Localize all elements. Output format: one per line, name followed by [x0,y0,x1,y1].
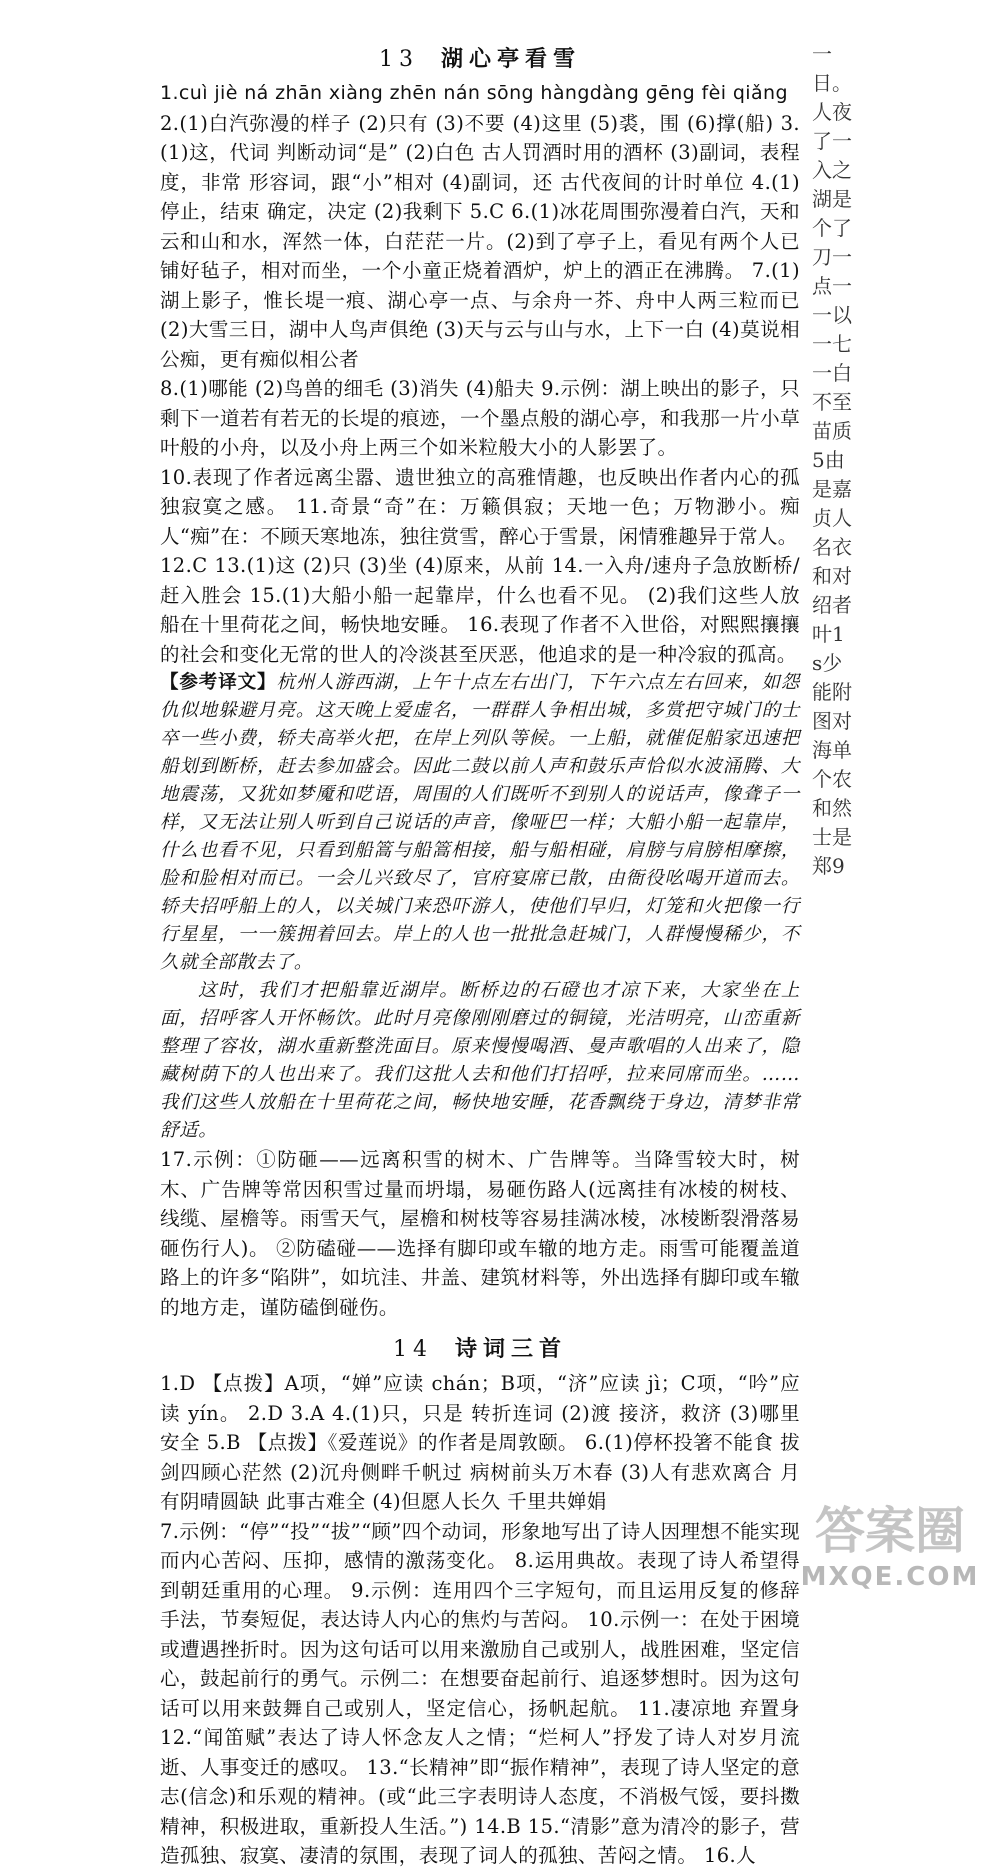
lesson-13-title [160,42,800,73]
lesson-13-heading: 湖心亭看雪 [440,46,581,72]
lesson-13-answers-2: 8.(1)哪能 (2)鸟兽的细毛 (3)消失 (4)船夫 9.示例：湖上映出的影子，只剩下一道若有若无的长堤的痕迹，一个墨点般的湖心亭，和我那一片小草叶般的小舟，以及小舟上两三个如米粒般大小的人影罢了。 [160,377,800,459]
reference-translation-label: 【参考译文】 [160,672,277,693]
lesson-14-answers-1: 1.D 【点拨】A项，“婵”应读 chán；B项，“济”应读 jì；C项，“吟”应读 yín。 2.D 3.A 4.(1)只，只是 转折连词 (2)渡 接济，救济 (3)哪里 安全 5.B 【点拨】《爱莲说》的作者是周敦颐。 6.(1)停杯投箸不能食 拔剑四顾心茫然 (2)沉舟侧畔千帆过 病树前头万木春 (3)人有悲欢离合 月有阴晴圆缺 此事古难全 (4)但愿人长久 千里共婵娟 [160,1372,800,1513]
site-watermark [790,1500,990,1595]
lesson-14-answers-2: 7.示例：“停”“投”“拔”“顾”四个动词，形象地写出了诗人因理想不能实现而内心苦闷、压抑，感情的激荡变化。 8.运用典故。表现了诗人希望得到朝廷重用的心理。 9.示例：连用四个三字短句，而且运用反复的修辞手法，节奏短促，表达诗人内心的焦灼与苦闷。 10.示例一：在处于困境或遭遇挫折时。因为这句话可以用来激励自己或别人，战胜困难，坚定信心，鼓起前行的勇气。示例二：在想要奋起前行、追逐梦想时。因为这句话可以用来鼓舞自己或别人，坚定信心，扬帆起航。 11.凄凉地 弃置身 12.“闻笛赋”表达了诗人怀念友人之情；“烂柯人”抒发了诗人对岁月流逝、人事变迁的感叹。 13.“长精神”即“振作精神”，表现了诗人坚定的意志(信念)和乐观的精神。(或“此三字表明诗人态度，不消极气馁，要抖擞精神，积极进取，重新投人生活。”) 14.B 15.“清影”意为清冷的影子，营造孤独、寂寞、凄清的氛围，表现了词人的孤独、苦闷之情。 16.人 [160,1519,800,1867]
lesson-13-answers-4: 12.C 13.(1)这 (2)只 (3)坐 (4)原来，从前 14.一入舟/速舟子急放断桥/赶入胜会 15.(1)大船小船一起靠岸，什么也看不见。 (2)我们这些人放船在十里荷花之间，畅快地安睡。 16.表现了作者不入世俗，对熙熙攘攘的社会和变化无常的世人的冷淡甚至厌恶，他追求的是一种冷寂的孤高。 [160,554,800,666]
lesson-13-answers-5: 17.示例：①防砸——远离积雪的树木、广告牌等。当降雪较大时，树木、广告牌等常因积雪过量而坍塌，易砸伤路人(远离挂有冰棱的树枝、线缆、屋檐等。雨雪天气，屋檐和树枝等容易挂满冰棱，冰棱断裂滑落易砸伤行人)。 ②防磕碰——选择有脚印或车辙的地方走。雨雪可能覆盖道路上的许多“陷阱”，如坑洼、井盖、建筑材料等，外出选择有脚印或车辙的地方走，谨防磕倒碰伤。 [160,1148,800,1319]
lesson-14-title [160,1332,800,1363]
reference-translation-2: 这时，我们才把船靠近湖岸。断桥边的石磴也才凉下来，大家坐在上面，招呼客人开怀畅饮。此时月亮像刚刚磨过的铜镜，光洁明亮，山峦重新整理了容妆，湖水重新整洗面目。原来慢慢喝酒、曼声歌唱的人出来了，隐藏树荫下的人也出来了。我们这批人去和他们打招呼，拉来同席而坐。……我们这些人放船在十里荷花之间，畅快地安睡，花香飘绕于身边，清梦非常舒适。 [160,980,800,1141]
reference-translation-1 [160,669,800,977]
lesson-13-pinyin: 1.cuì jiè ná zhān xiàng zhēn nán sōng hàngdàng gēng fèi qiǎng [160,82,788,104]
lesson-13-answers-3: 10.表现了作者远离尘嚣、遗世独立的高雅情趣，也反映出作者内心的孤独寂寞之感。 11.奇景“奇”在：万籁俱寂；天地一色；万物渺小。痴人“痴”在：不顾天寒地冻，独往赏雪，醉心于雪景，闲情雅趣异于常人。 [160,465,800,548]
main-column [160,40,800,1871]
lesson-13-answers-1: 2.(1)白汽弥漫的样子 (2)只有 (3)不要 (4)这里 (5)裘，围 (6)撑(船) 3.(1)这，代词 判断动词“是” (2)白色 古人罚酒时用的酒杯 (3)副词，表程度，非常 形容词，跟“小”相对 (4)副词，还 古代夜间的计时单位 4.(1)停止，结束 确定，决定 (2)我剩下 5.C 6.(1)冰花周围弥漫着白汽，天和云和山和水，浑然一体，白茫茫一片。(2)到了亭子上，看见有两个人已铺好毡子，相对而坐，一个小童正烧着酒炉，炉上的酒正在沸腾。 7.(1)湖上影子，惟长堤一痕、湖心亭一点、与余舟一芥、舟中人两三粒而已 (2)大雪三日，湖中人鸟声俱绝 (3)天与云与山与水，上下一白 (4)莫说相公痴，更有痴似相公者 [160,111,800,371]
lesson-14-number: 14 [392,1337,433,1362]
lesson-14-heading: 诗词三首 [454,1336,567,1362]
lesson-13-number: 13 [378,47,419,72]
watermark-logo: 答案圈 [815,1502,965,1560]
watermark-site: MXQE.COM [800,1562,980,1592]
adjacent-page-edge-text: 一日。人夜了一入之湖是个了刀一点一一以一七一白不至苗质5由是嘉贞人名衣和对绍者叶1s少能附图对海单个农和然士是郑9 [812,42,852,878]
reference-translation-text-1: 杭州人游西湖，上午十点左右出门，下午六点左右回来，如怨仇似地躲避月亮。这天晚上爱虚名，一群群人争相出城，多赏把守城门的士卒一些小费，轿夫高举火把，在岸上列队等候。一上船，就催促船家迅速把船划到断桥，赶去参加盛会。因此二鼓以前人声和鼓乐声恰似水波涌腾、大地震荡，又犹如梦魇和呓语，周围的人们既听不到别人的说话声，像聋子一样，又无法让别人听到自己说话的声音，像哑巴一样；大船小船一起靠岸，什么也看不见，只看到船篙与船篙相接，船与船相碰，肩膀与肩膀相摩擦，脸和脸相对而已。一会儿兴致尽了，官府宴席已散，由衙役吆喝开道而去。轿夫招呼船上的人，以关城门来恐吓游人，使他们早归，灯笼和火把像一行行星星，一一簇拥着回去。岸上的人也一批批急赶城门，人群慢慢稀少，不久就全部散去了。 [160,672,800,973]
